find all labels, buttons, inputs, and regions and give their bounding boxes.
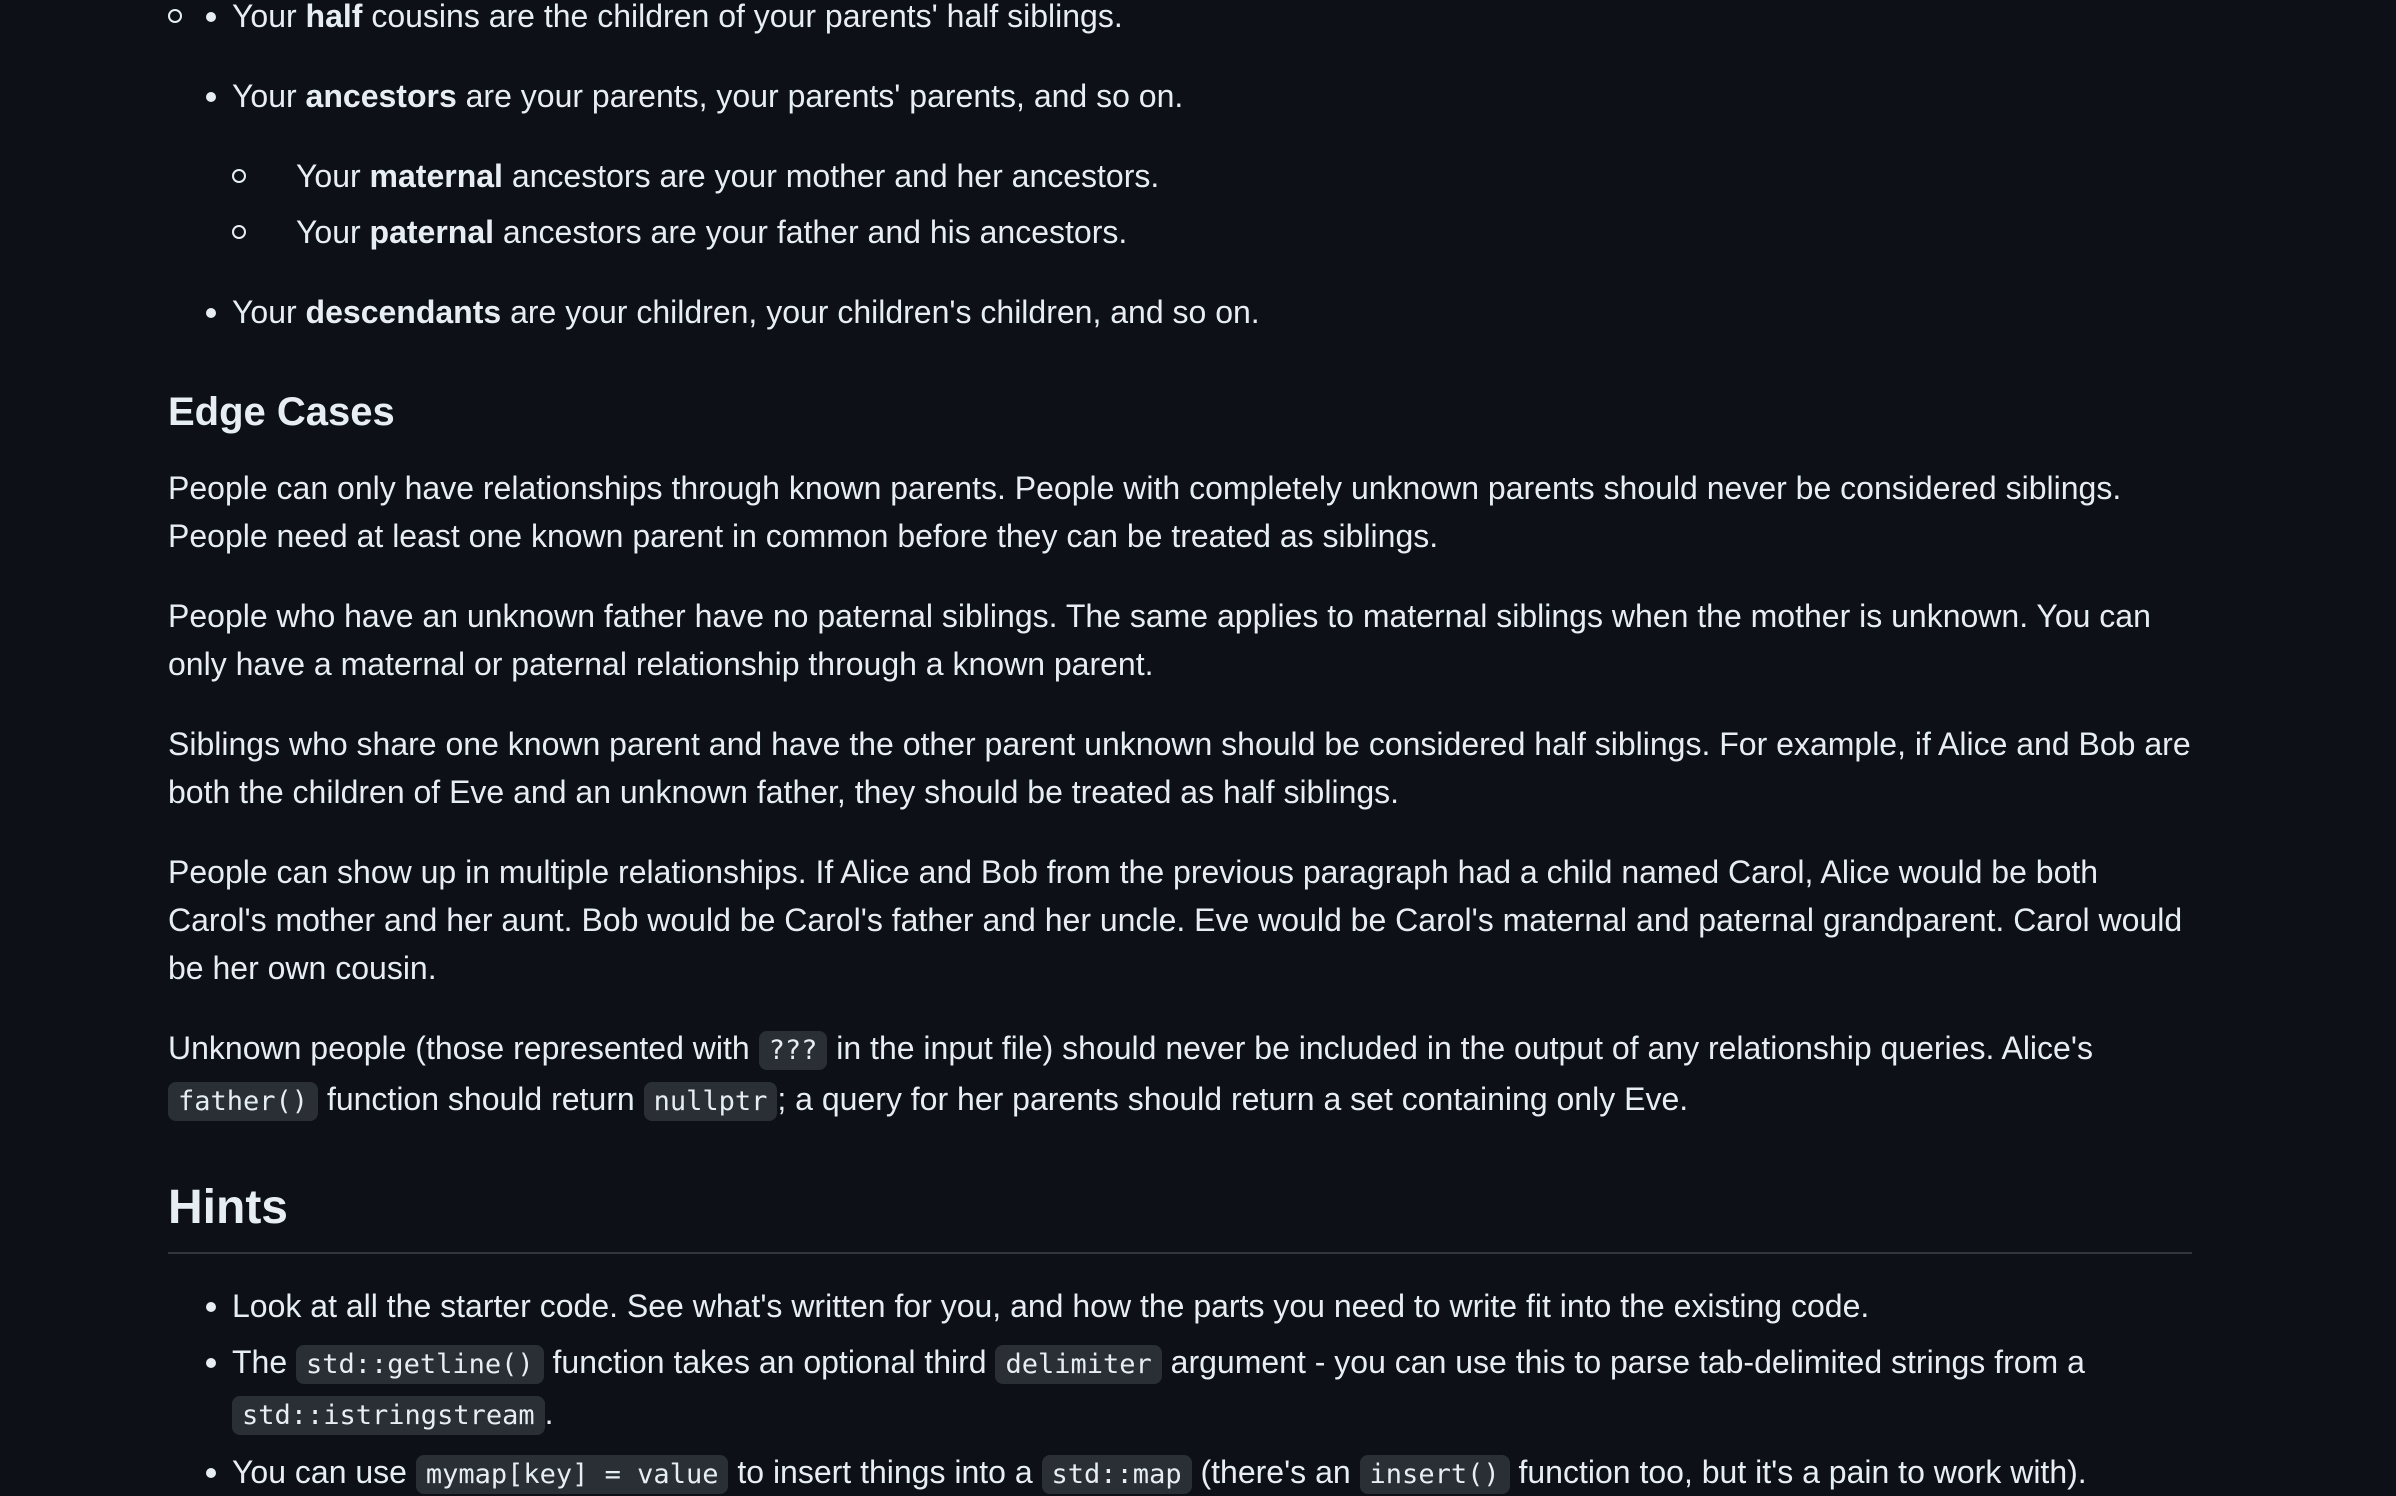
code-delimiter: delimiter: [995, 1345, 1161, 1384]
code-std-map: std::map: [1042, 1455, 1192, 1494]
relationship-list: [168, 0, 2192, 48]
code-map-assign: mymap[key] = value: [416, 1455, 729, 1494]
code-getline: std::getline(): [296, 1345, 544, 1384]
ancestors-item: Your ancestors are your parents, your parents' parents, and so on. Your maternal ancestors are your mother and her ancestors. Your paternal ancestors are your father and his ancestors.: [168, 72, 2192, 264]
term-descendants: descendants: [305, 294, 502, 330]
code-istringstream: std::istringstream: [232, 1396, 545, 1435]
code-nullptr: nullptr: [644, 1082, 778, 1121]
paragraph: Siblings who share one known parent and have the other parent unknown should be considered half siblings. For example, if Alice and Bob are both the children of Eve and an unknown father, they should be treated as half siblings.: [168, 726, 2191, 810]
term-maternal: maternal: [369, 158, 503, 194]
term-ancestors: ancestors: [305, 78, 457, 114]
term-half: half: [305, 0, 363, 34]
relationship-list-2: [168, 72, 2192, 336]
code-father-function: father(): [168, 1082, 318, 1121]
markdown-body: [168, 0, 2192, 1496]
paragraph: People who have an unknown father have no paternal siblings. The same applies to maternal siblings when the mother is unknown. You can only have a maternal or paternal relationship through a known parent.: [168, 598, 2151, 682]
sub-list: [168, 0, 2192, 48]
code-insert: insert(): [1360, 1455, 1510, 1494]
paragraph-unknown-people: Unknown people (those represented with ??? in the input file) should never be included in the output of any relationship queries. Alice's father() function should return nullptr ; a query for her parents should return a set containing only Eve.: [168, 1024, 2192, 1126]
half-cousins-item: Your half cousins are the children of your parents' half siblings.: [168, 0, 2192, 48]
hints-heading: Hints: [168, 1176, 2192, 1254]
hint-item: You can use mymap[key] = value to insert things into a std::map (there's an insert() function too, but it's a pain to work with).: [168, 1448, 2192, 1496]
hint-item: The std::getline() function takes an optional third delimiter argument - you can use this to parse tab-delimited strings from a std::istringstream .: [168, 1338, 2192, 1440]
paternal-item: Your paternal ancestors are your father and his ancestors.: [232, 208, 2192, 264]
ancestors-sub-list: [232, 152, 2192, 264]
edge-cases-heading: Edge Cases: [168, 390, 395, 434]
maternal-item: Your maternal ancestors are your mother and her ancestors.: [232, 152, 2192, 208]
paragraph: People can show up in multiple relationships. If Alice and Bob from the previous paragraph had a child named Carol, Alice would be both Carol's mother and her aunt. Bob would be Carol's father and her uncle. Eve would be Carol's maternal and paternal grandparent. Carol would be her own cousin.: [168, 854, 2183, 986]
hints-list: [168, 1282, 2192, 1496]
hint-item: Look at all the starter code. See what's written for you, and how the parts you need to write fit into the existing code.: [168, 1282, 2192, 1330]
list-item: [168, 0, 2192, 48]
paragraph: People can only have relationships through known parents. People with completely unknown parents should never be considered siblings. People need at least one known parent in common before they can be treated as siblings.: [168, 470, 2122, 554]
descendants-item: Your descendants are your children, your children's children, and so on.: [168, 288, 2192, 336]
term-paternal: paternal: [369, 214, 495, 250]
code-unknown-marker: ???: [759, 1031, 828, 1070]
